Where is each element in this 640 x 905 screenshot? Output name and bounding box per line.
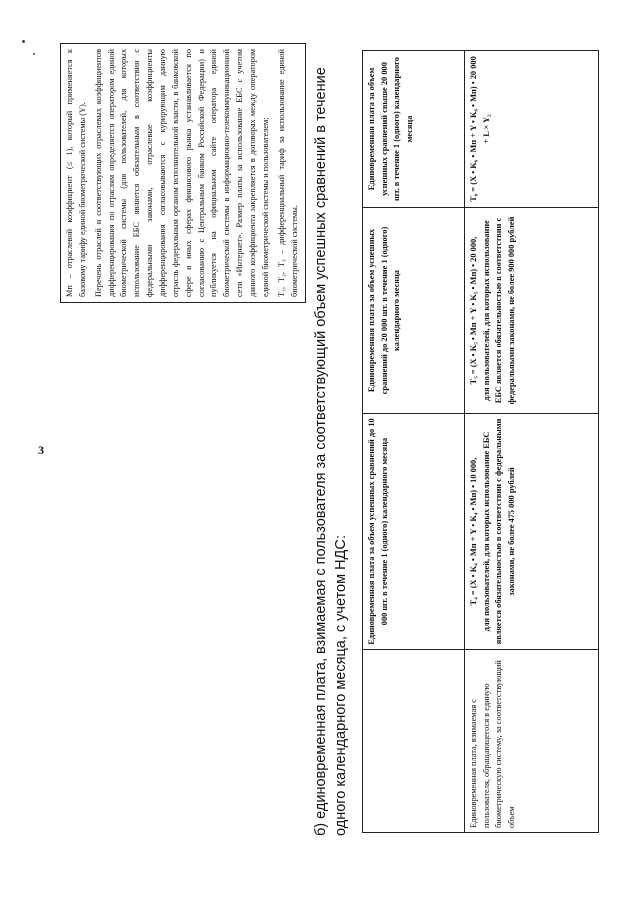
table-header-row bbox=[363, 51, 465, 833]
header-cell-empty bbox=[363, 650, 465, 833]
section-heading: б) единовременная плата, взимаемая с пользователя за соответствующий объем успешных сравнений в течение одного календарного месяца, с учетом НДС: bbox=[313, 67, 349, 836]
header-cell-20000: Единовременная плата за объем успешных сравнений до 20 000 шт. в течение 1 (одного) календарного месяца bbox=[363, 208, 465, 414]
page-number: 3 bbox=[38, 443, 44, 457]
definitions-note-box bbox=[60, 43, 306, 303]
formula-t5: T₅ = (X • K₅ • Mп + Y • K₅ • Mп) • 20 000, bbox=[469, 236, 478, 385]
table-row bbox=[465, 51, 599, 833]
pricing-table bbox=[362, 50, 599, 833]
note-line-industry-list: Перечень отраслей и соответствующих отраслевых коэффициентов дифференцирования по отраслям определяется оператором единой биометрической системы (для пользователей, для которых использование ЕБС является обязательным в соответствии с федеральными законами, отраслевые коэффициенты дифференцирования согласовываются с курирующим данную отрасль федеральным органом исполнительной власти, в банковской сфере и иных сферах финансового рынка устанавливается по согласованию с Центральным банком Российской Федерации) и публикуется на официальном сайте оператора единой биометрической системы в информационно-телекоммуникационной сети «Интернет». Размер платы за использование ЕБС с учетом данного коэффициента закрепляется в договорах между оператором единой биометрической системы и пользователем; bbox=[93, 49, 270, 297]
cell-tariff-t4 bbox=[465, 414, 599, 650]
condition-t4: для пользователей, для которых использование ЕБС является обязательностью в соответствии с федеральными законами, не более 475 000 рублей bbox=[481, 418, 516, 645]
formula-t6: T₆ = (X • K₆ • Mп + Y • K₆ • Mп) • 20 000 + L × Y₂ bbox=[469, 56, 491, 202]
note-line-tariffs: T₁, T₂, T₃ – дифференциальный тариф за использование единой биометрической системы. bbox=[276, 49, 299, 297]
note-line-coefficient: Mп – отраслевой коэффициент (≤ 1), который применяется к базовому тарифу единой биометрической системы (Y). bbox=[65, 49, 87, 297]
header-cell-over-20000: Единовременная плата за объем успешных сравнений свыше 20 000 шт. в течение 1 (одного) календарного месяца bbox=[363, 51, 465, 208]
rotated-content bbox=[50, 28, 640, 878]
cell-tariff-t5 bbox=[465, 208, 599, 414]
cell-tariff-t6 bbox=[465, 51, 599, 208]
scan-speck bbox=[33, 53, 35, 55]
row-label-cell: Единовременная плата, взимаемая с пользователя, обращающегося в единую биометрическую систему, за соответствующий объем bbox=[465, 650, 599, 833]
scan-speck bbox=[22, 40, 25, 43]
header-cell-10000: Единовременная плата за объем успешных сравнений до 10 000 шт. в течение 1 (одного) календарного месяца bbox=[363, 414, 465, 650]
condition-t5: для пользователей, для которых использование ЕБС является обязательностью в соответствии с федеральными законами, не более 900 000 рублей bbox=[481, 216, 516, 405]
formula-t4: T₄ = (X • K₄ • Mп + Y • K₄ • Mп) • 10 000, bbox=[469, 457, 478, 606]
